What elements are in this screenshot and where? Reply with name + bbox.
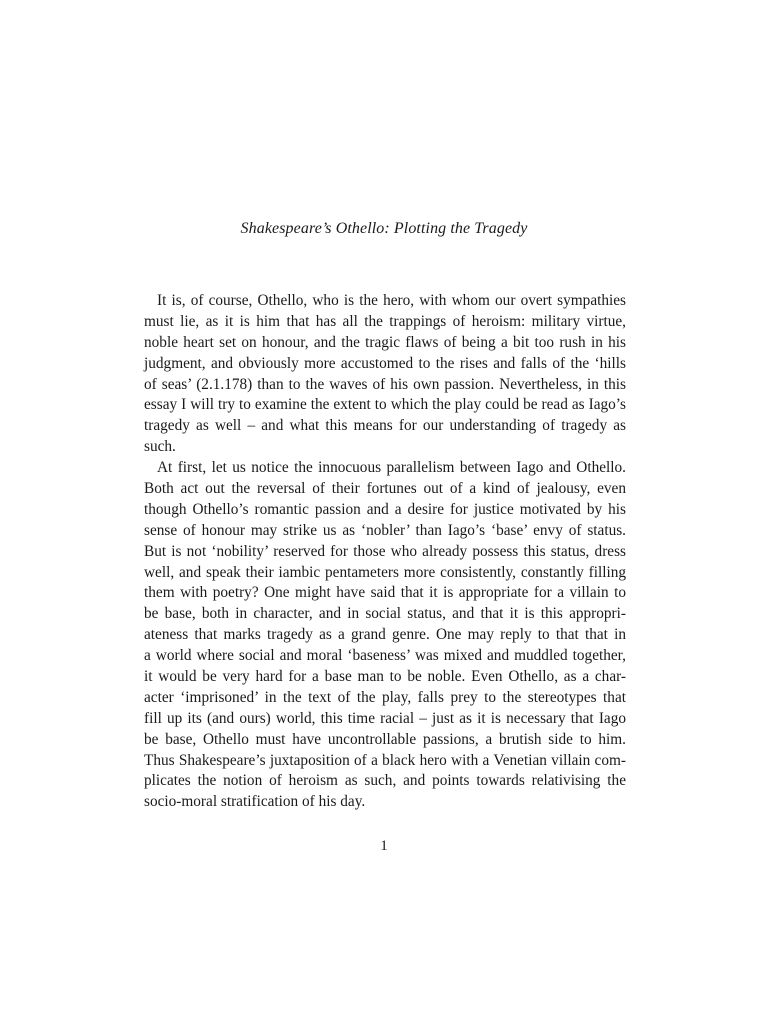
- paragraph-line: be base, Othello must have uncontrollable passions, a brutish side to him.: [144, 730, 626, 748]
- paragraph-line: well, and speak their iambic pentameters more consistently, constantly filling: [144, 563, 626, 581]
- paragraph-line: But is not ‘nobility’ reserved for those who already possess this status, dress: [144, 542, 626, 560]
- paragraph-1: [144, 291, 626, 458]
- paragraph-2: [144, 458, 626, 813]
- paragraph-line: essay I will try to examine the extent to which the play could be read as Iago’s: [144, 396, 626, 414]
- paragraph-line: sense of honour may strike us as ‘nobler’ than Iago’s ‘base’ envy of status.: [144, 521, 626, 539]
- paragraph-line: socio-moral stratification of his day.: [144, 793, 366, 811]
- paragraph-line: fill up its (and ours) world, this time racial – just as it is necessary that Iago: [144, 709, 626, 727]
- paragraph-line: ateness that marks tragedy as a grand genre. One may reply to that that in: [144, 626, 626, 644]
- paragraph-line: a world where social and moral ‘baseness’ was mixed and muddled together,: [144, 647, 626, 665]
- paragraph-line: noble heart set on honour, and the tragic flaws of being a bit too rush in his: [144, 333, 626, 351]
- paragraph-line: At first, let us notice the innocuous parallelism between Iago and Othello.: [157, 459, 626, 477]
- paragraph-line: tragedy as well – and what this means for our understanding of tragedy as: [144, 417, 626, 435]
- paragraph-line: must lie, as it is him that has all the trappings of heroism: military virtue,: [144, 312, 626, 330]
- document-title: Shakespeare’s Othello: Plotting the Tragedy: [240, 220, 528, 237]
- paragraph-line: such.: [144, 438, 176, 456]
- paragraph-line: be base, both in character, and in social status, and that it is this appropri-: [144, 605, 626, 623]
- paragraph-line: It is, of course, Othello, who is the hero, with whom our overt sympathies: [157, 292, 626, 309]
- page-number: 1: [380, 838, 388, 854]
- paragraph-line: them with poetry? One might have said that it is appropriate for a villain to: [144, 584, 626, 602]
- paragraph-line: judgment, and obviously more accustomed to the rises and falls of the ‘hills: [144, 354, 626, 372]
- body-text: [144, 291, 626, 813]
- paragraph-line: plicates the notion of heroism as such, and points towards relativising the: [144, 772, 626, 790]
- paragraph-line: Thus Shakespeare’s juxtaposition of a black hero with a Venetian villain com-: [144, 751, 626, 769]
- paragraph-line: though Othello’s romantic passion and a desire for justice motivated by his: [144, 500, 626, 518]
- paragraph-line: of seas’ (2.1.178) than to the waves of his own passion. Nevertheless, in this: [144, 375, 626, 393]
- paragraph-line: it would be very hard for a base man to be noble. Even Othello, as a char-: [144, 668, 626, 686]
- paragraph-line: Both act out the reversal of their fortunes out of a kind of jealousy, even: [144, 480, 626, 498]
- paragraph-line: acter ‘imprisoned’ in the text of the play, falls prey to the stereotypes that: [144, 688, 626, 706]
